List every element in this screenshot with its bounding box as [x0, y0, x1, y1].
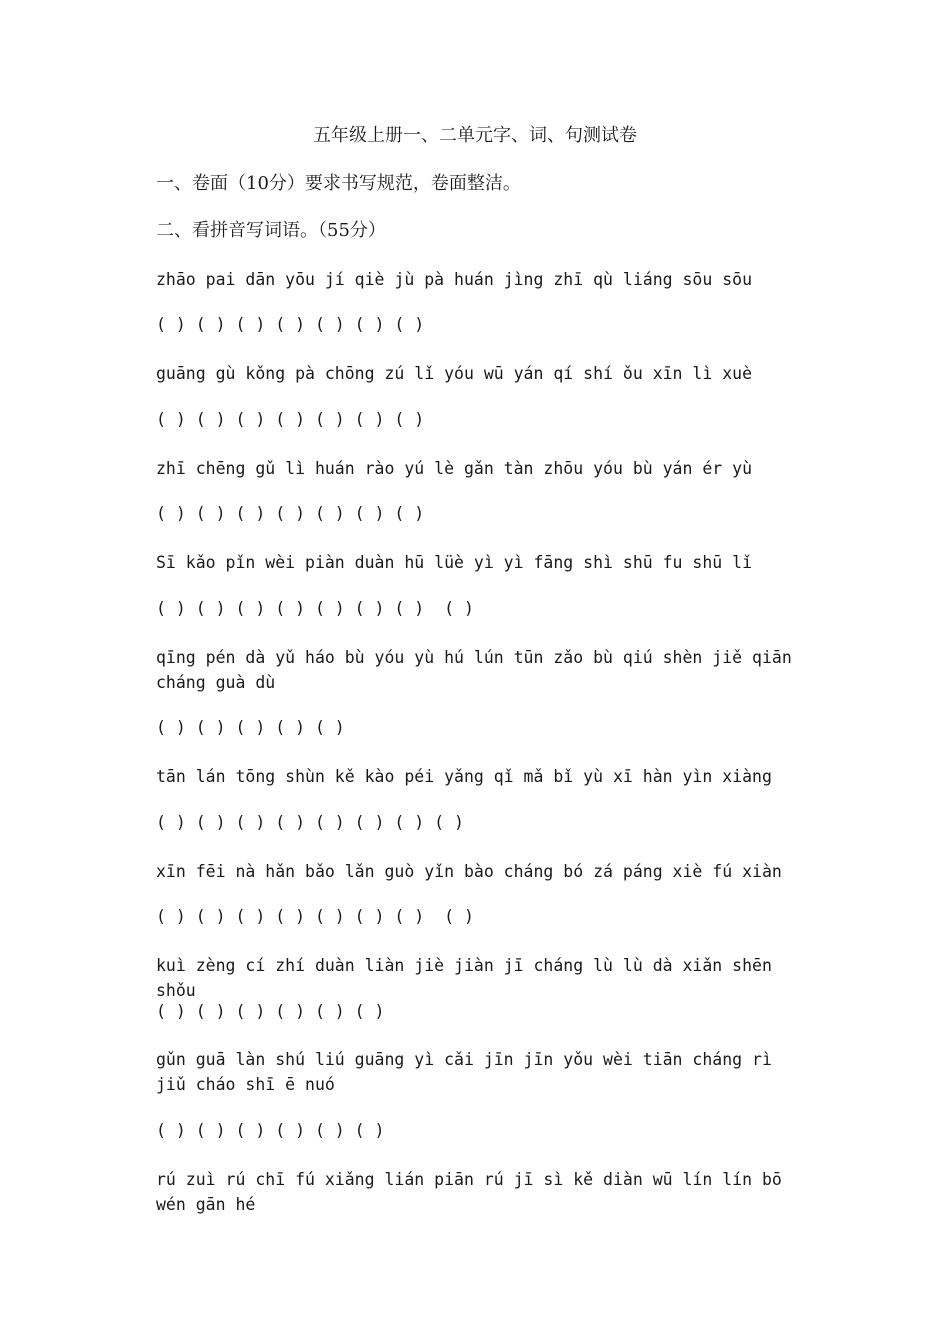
answer-blanks-row-3: ( ) ( ) ( ) ( ) ( ) ( ) ( ) [156, 504, 425, 523]
answer-blanks-row-7: ( ) ( ) ( ) ( ) ( ) ( ) ( ) ( ) [156, 907, 474, 926]
pinyin-row-10: rú zuì rú chī fú xiǎng lián piān rú jī sì kě diàn wū lín lín bō wén gān hé [156, 1170, 782, 1214]
pinyin-row-1: zhāo pai dān yōu jí qiè jù pà huán jìng zhī qù liáng sōu sōu [156, 270, 753, 289]
answer-blanks-row-2: ( ) ( ) ( ) ( ) ( ) ( ) ( ) [156, 410, 425, 429]
pinyin-row-9: gǔn guā làn shú liú guāng yì cǎi jīn jīn yǒu wèi tiān cháng rì jiǔ cháo shī ē nuó [156, 1050, 772, 1094]
pinyin-row-3: zhī chēng gǔ lì huán rào yú lè gǎn tàn zhōu yóu bù yán ér yù [156, 459, 753, 478]
section-1-heading: 一、卷面（10分）要求书写规范，卷面整洁。 [156, 173, 521, 194]
answer-blanks-row-6: ( ) ( ) ( ) ( ) ( ) ( ) ( ) ( ) [156, 813, 464, 832]
answer-blanks-row-9: ( ) ( ) ( ) ( ) ( ) ( ) [156, 1121, 385, 1140]
page-title: 五年级上册一、二单元字、词、句测试卷 [313, 125, 637, 146]
answer-blanks-row-1: ( ) ( ) ( ) ( ) ( ) ( ) ( ) [156, 315, 425, 334]
pinyin-row-4: Sī kǎo pǐn wèi piàn duàn hū lüè yì yì fāng shì shū fu shū lǐ [156, 553, 753, 572]
pinyin-row-2: guāng gù kǒng pà chōng zú lǐ yóu wū yán qí shí ǒu xīn lì xuè [156, 364, 753, 383]
answer-blanks-row-4: ( ) ( ) ( ) ( ) ( ) ( ) ( ) ( ) [156, 599, 474, 618]
pinyin-row-8: kuì zèng cí zhí duàn liàn jiè jiàn jī cháng lù lù dà xiǎn shēn shǒu [156, 956, 772, 1000]
answer-blanks-row-5: ( ) ( ) ( ) ( ) ( ) [156, 718, 345, 737]
answer-blanks-row-8: ( ) ( ) ( ) ( ) ( ) ( ) [156, 1002, 385, 1021]
pinyin-row-7: xīn fēi nà hǎn bǎo lǎn guò yǐn bào cháng bó zá páng xiè fú xiàn [156, 862, 782, 881]
section-2-heading: 二、看拼音写词语。（55分） [156, 220, 386, 241]
pinyin-row-6: tān lán tōng shùn kě kào péi yǎng qǐ mǎ bǐ yù xī hàn yìn xiàng [156, 767, 772, 786]
pinyin-row-5: qīng pén dà yǔ háo bù yóu yù hú lún tūn zǎo bù qiú shèn jiě qiān cháng guà dù [156, 648, 792, 692]
